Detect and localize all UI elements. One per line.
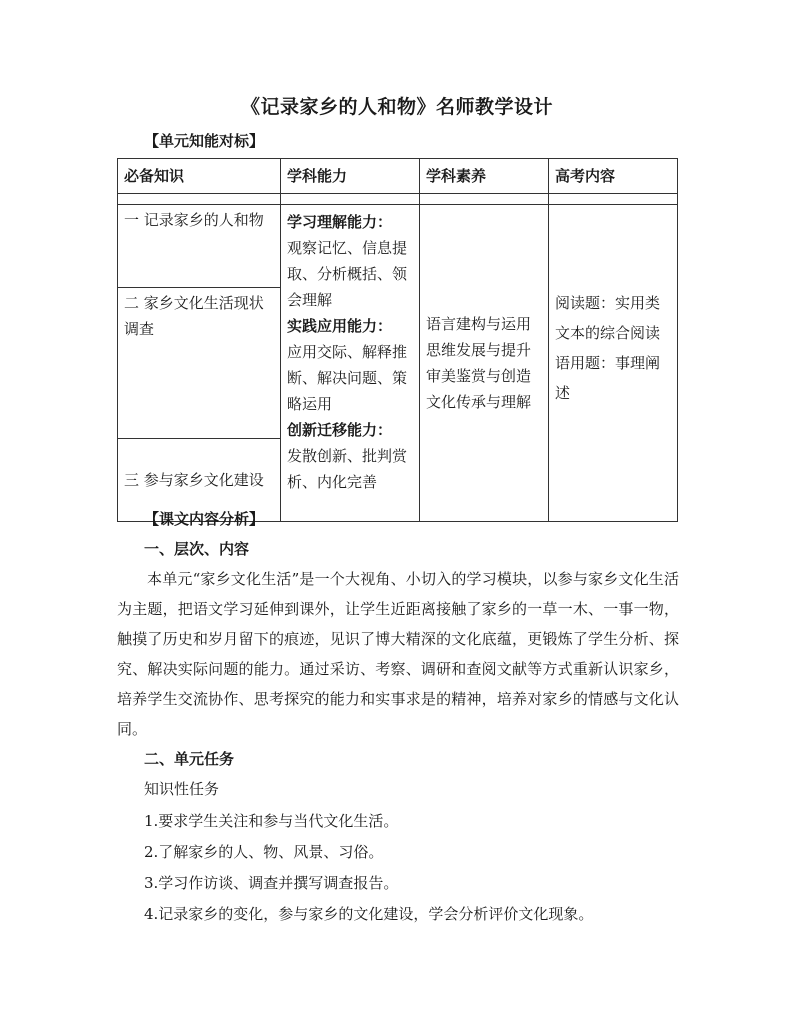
task-item-2: 2.了解家乡的人、物、风景、习俗。 — [144, 843, 384, 861]
ability-learn-title: 学习理解能力： — [287, 213, 393, 231]
knowledge-item-2: 二 家乡文化生活现状调查 — [118, 287, 281, 439]
literacy-item: 语言建构与运用 — [426, 315, 532, 333]
task-label: 知识性任务 — [144, 780, 220, 798]
exam-cell — [549, 205, 678, 522]
ability-practice-title: 实践应用能力： — [287, 317, 393, 335]
header-literacy: 学科素养 — [420, 159, 549, 194]
analysis-paragraph-box — [117, 564, 679, 744]
section-heading-text-analysis: 【课文内容分析】 — [144, 510, 265, 528]
task-item-4: 4.记录家乡的变化，参与家乡的文化建设，学会分析评价文化现象。 — [144, 905, 594, 923]
knowledge-item-1: 一 记录家乡的人和物 — [118, 205, 281, 288]
subheading-unit-tasks: 二、单元任务 — [144, 750, 235, 768]
table-row — [118, 205, 678, 288]
section-heading-unit-mapping: 【单元知能对标】 — [144, 132, 265, 150]
header-knowledge: 必备知识 — [118, 159, 281, 194]
literacy-item: 文化传承与理解 — [426, 393, 532, 411]
table-header-row — [118, 159, 678, 194]
header-exam: 高考内容 — [549, 159, 678, 194]
knowledge-item-3: 三 参与家乡文化建设 — [118, 439, 281, 522]
exam-text: 阅读题：实用类文本的综合阅读 语用题：事理阐述 — [555, 294, 661, 402]
literacy-item: 审美鉴赏与创造 — [426, 367, 532, 385]
ability-innovate-text: 发散创新、批判赏析、内化完善 — [287, 447, 408, 491]
ability-cell — [281, 205, 420, 522]
analysis-paragraph: 本单元“家乡文化生活”是一个大视角、小切入的学习模块，以参与家乡文化生活为主题，把语文学习延伸到课外，让学生近距离接触了家乡的一草一木、一事一物，触摸了历史和岁月留下的痕迹，见识了博大精深的文化底蕴，更锻炼了学生分析、探究、解决实际问题的能力。通过采访、考察、调研和查阅文献等方式重新认识家乡，培养学生交流协作、思考探究的能力和实事求是的精神，培养对家乡的情感与文化认同。 — [117, 570, 679, 738]
header-ability: 学科能力 — [281, 159, 420, 194]
subheading-levels: 一、层次、内容 — [144, 540, 250, 558]
ability-learn-text: 观察记忆、信息提取、分析概括、领会理解 — [287, 239, 408, 309]
knowledge-ability-table — [117, 158, 678, 522]
literacy-item: 思维发展与提升 — [426, 341, 532, 359]
ability-practice-text: 应用交际、解释推断、解决问题、策略运用 — [287, 343, 408, 413]
literacy-cell — [420, 205, 549, 522]
task-item-1: 1.要求学生关注和参与当代文化生活。 — [144, 812, 399, 830]
task-item-3: 3.学习作访谈、调查并撰写调查报告。 — [144, 874, 399, 892]
document-title: 《记录家乡的人和物》名师教学设计 — [240, 96, 553, 118]
ability-innovate-title: 创新迁移能力： — [287, 421, 393, 439]
